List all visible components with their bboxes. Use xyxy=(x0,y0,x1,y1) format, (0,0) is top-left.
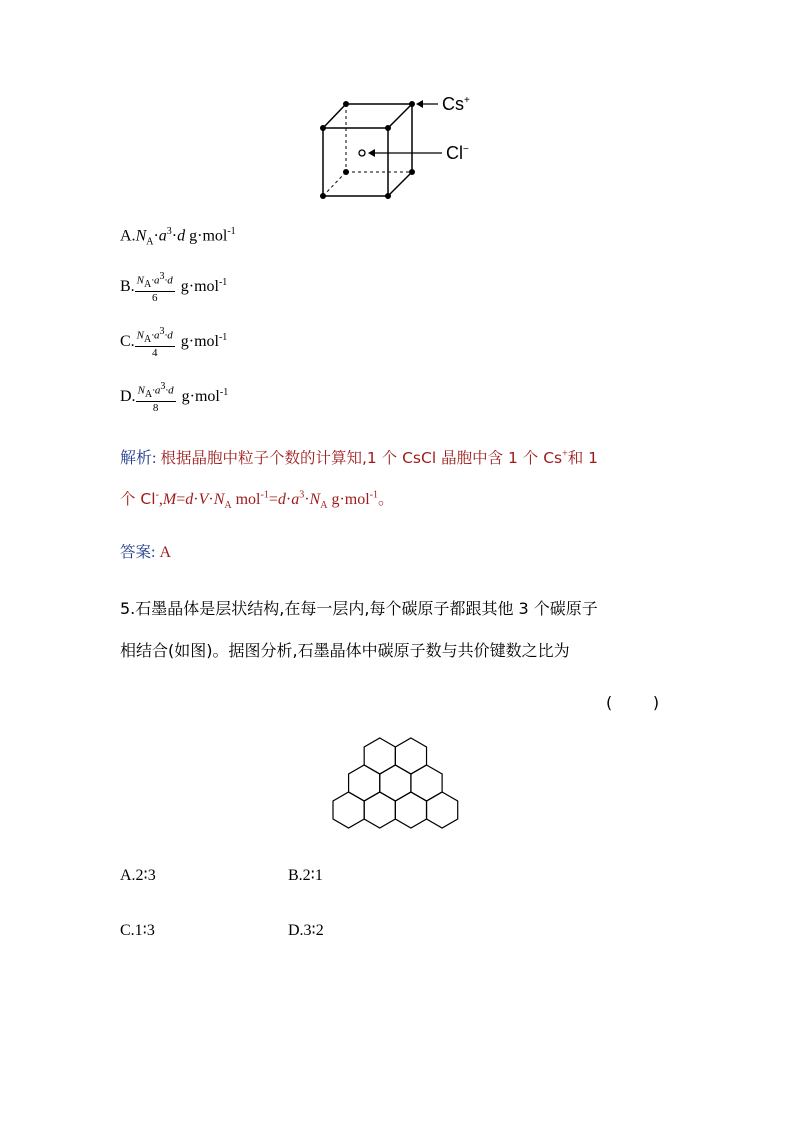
cs-label: Cs+ xyxy=(442,94,470,114)
cl-arrow-head xyxy=(368,149,375,157)
q5-answer-bracket: ( ) xyxy=(606,693,660,712)
answer-label: 答案 xyxy=(120,543,152,561)
cube-edge-tl xyxy=(323,104,346,128)
q5-line-2: 相结合(如图)。据图分析,石墨晶体中碳原子数与共价键数之比为 xyxy=(120,641,570,660)
option-c: C. $\frac{N_A\cdot a^3\cdot d}{4}$ g·mol$^{-1}$ xyxy=(120,326,228,359)
cube-edge-br xyxy=(388,172,412,196)
answer-line: 答案: A xyxy=(120,543,172,561)
q5-option-b: B.2∶1 xyxy=(288,867,323,884)
q5-option-c: C.1∶3 xyxy=(120,922,155,939)
option-b: B. $\frac{N_A\cdot a^3\cdot d}{6}$ g·mol$^{-1}$ xyxy=(120,271,228,304)
option-d-fraction: $\frac{N_A\cdot a^3\cdot d}{8}$ xyxy=(137,381,174,414)
option-c-fraction: $\frac{N_A\cdot a^3\cdot d}{4}$ xyxy=(136,326,173,359)
cs-ion-dot xyxy=(409,101,415,107)
carbon-hexagon xyxy=(395,792,426,828)
cs-ion-dot xyxy=(385,193,391,199)
option-d: D. $\frac{N_A\cdot a^3\cdot d}{8}$ g·mol$^{-1}$ xyxy=(120,381,229,414)
cl-ion-center xyxy=(359,150,365,156)
q5-line-1: 5.石墨晶体是层状结构,在每一层内,每个碳原子都跟其他 3 个碳原子 xyxy=(120,599,598,618)
cs-ion-dot xyxy=(320,193,326,199)
carbon-hexagon xyxy=(380,765,411,801)
option-b-fraction: $\frac{N_A\cdot a^3\cdot d}{6}$ xyxy=(136,271,173,304)
cs-ion-dot xyxy=(385,125,391,131)
analysis-line-2: 个 $Cl^-,M=d\cdot V\cdot N_A$ $mol^{-1}=d\cdot a^3\cdot N_A$ g·mol$^{-1}$。 xyxy=(120,489,395,512)
cube-hidden-diag xyxy=(323,172,346,196)
cs-ion-dot xyxy=(343,101,349,107)
graphite-layer-figure xyxy=(330,735,465,840)
carbon-hexagon xyxy=(395,738,426,774)
carbon-hexagon xyxy=(411,765,442,801)
cs-ion-dot xyxy=(343,169,349,175)
cube-edge-tr xyxy=(388,104,412,128)
cl-label: Cl− xyxy=(446,143,469,163)
carbon-hexagon xyxy=(333,792,364,828)
carbon-hexagon xyxy=(427,792,458,828)
carbon-hexagon xyxy=(364,738,395,774)
cs-ion-dot xyxy=(320,125,326,131)
q5-option-a: A.2∶3 xyxy=(120,867,156,884)
analysis-label: 解析 xyxy=(120,448,153,467)
cs-ion-dot xyxy=(409,169,415,175)
analysis-line-1: 解析: 根据晶胞中粒子个数的计算知,1 个 CsCl 晶胞中含 1 个 Cs+和 1 xyxy=(120,448,599,467)
cs-arrow-head xyxy=(416,100,423,108)
carbon-hexagon xyxy=(349,765,380,801)
carbon-hexagon xyxy=(364,792,395,828)
q5-option-d: D.3∶2 xyxy=(288,922,324,939)
option-a: $A.N_A\cdot a^3\cdot d$ g·mol$^{-1}$ xyxy=(120,226,236,248)
answer-value: A xyxy=(159,544,172,561)
